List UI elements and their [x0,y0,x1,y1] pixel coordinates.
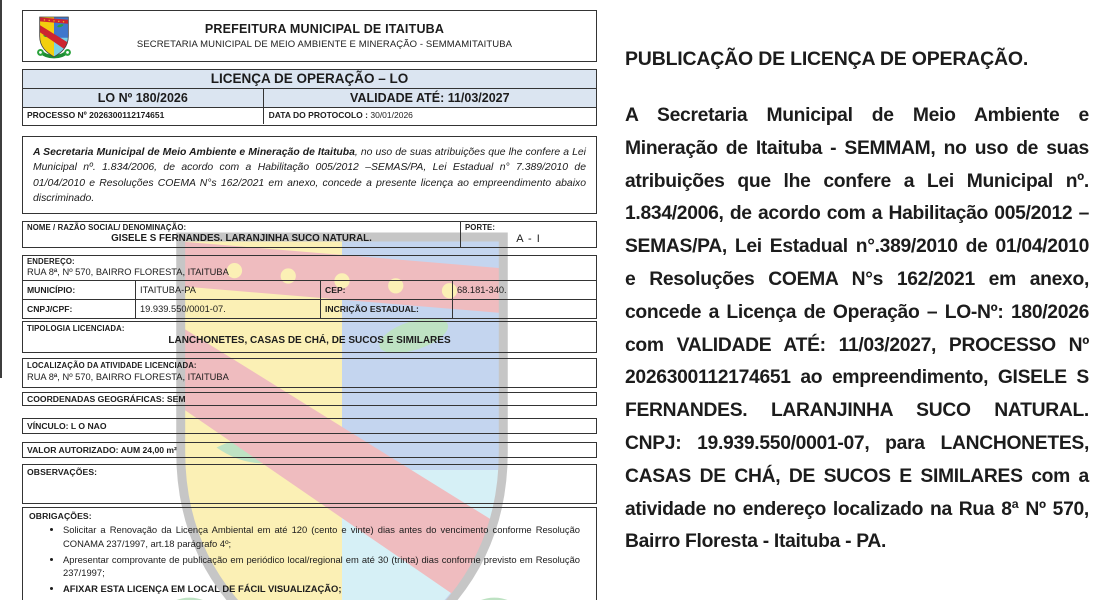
porte-cell [461,222,596,247]
tipologia-label: TIPOLOGIA LICENCIADA: [27,324,125,333]
protocol-date-cell [264,108,596,124]
valor-autorizado-box: VALOR AUTORIZADO: AUM 24,00 m² [22,442,597,458]
address-label: ENDEREÇO: [27,257,75,266]
name-label: NOME / RAZÃO SOCIAL/ DENOMINAÇÃO: [27,223,187,232]
obrigacao-item: • AFIXAR ESTA LICENÇA EM LOCAL DE FÁCIL VISUALIZAÇÃO; [63,582,590,596]
obrigacoes-list [63,523,590,596]
protocol-label: DATA DO PROTOCOLO : [268,110,368,120]
coat-of-arms-icon [32,13,76,60]
tipologia-value: LANCHONETES, CASAS DE CHÁ, DE SUCOS E SIMILARES [168,335,451,346]
prefeitura-title: PREFEITURA MUNICIPAL DE ITAITUBA [204,22,445,36]
localizacao-value: RUA 8ª, Nº 570, BAIRRO FLORESTA, ITAITUBA [27,372,229,382]
publication-body: A Secretaria Municipal de Meio Ambiente e Mineração de Itaituba - SEMMAM, no uso de suas atribuições que lhe confere a Lei Municipal nº. 1.834/2006, de acordo com a Habilitação 005/2012 –SEMAS/PA, Lei Estadual n°.389/2010 de 01/04/2010 e Resoluções COEMA N°s 162/2021 em anexo, concede a Licença de Operação – LO-Nº: 180/2026 com VALIDADE ATÉ: 11/03/2027, PROCESSO Nº 2026300112174651 ao empreendimento, GISELE S FERNANDES. LARANJINHA SUCO NATURAL. CNPJ: 19.939.550/0001-07, para LANCHONETES, CASAS DE CHÁ, DE SUCOS E SIMILARES com a atividade no endereço localizado na Rua 8ª Nº 570, Bairro Floresta - Itaituba - PA. [625,105,1089,553]
inscricao-label: INCRIÇÃO ESTADUAL: [321,300,453,318]
localizacao-label: LOCALIZAÇÃO DA ATIVIDADE LICENCIADA: [27,361,197,370]
lo-number: LO Nº 180/2026 [23,89,264,107]
vinculo-box: VÍNCULO: L O NAO [22,418,597,434]
cnpj-value: 19.939.550/0001-07. [136,300,321,318]
obrigacao-item: • Solicitar a Renovação da Licença Ambiental em até 120 (cento e vinte) dias antes do vencimento conforme Resolução CONAMA 237/1997, art.18 parágrafo 4º; [63,523,590,551]
process-row [23,108,596,124]
observacoes-box [22,464,597,504]
municipio-label: MUNICÍPIO: [23,281,136,299]
porte-label: PORTE: [465,223,496,232]
observacoes-label: OBSERVAÇÕES: [27,467,98,477]
cnpj-row [23,300,596,318]
localizacao-box [22,358,597,388]
name-porte-box [22,221,597,248]
porte-value: A - I [516,233,541,245]
secretaria-subtitle: SECRETARIA MUNICIPAL DE MEIO AMBIENTE E MINERAÇÃO - SEMMAMITAITUBA [136,39,513,50]
validity-date: VALIDADE ATÉ: 11/03/2027 [350,91,510,105]
municipio-row [23,281,596,300]
obrigacoes-box [22,507,597,600]
cep-label: CEP: [321,281,453,299]
publication-column [625,48,1089,559]
preamble-rest: , no uso de suas atribuições que lhe confere a Lei Municipal nº. 1.834/2006, de acordo com a Habilitação 005/2012 –SEMAS/PA, Lei Estadual n° 7.389/2010 de 01/04/2010 e Resoluções COEMA N°s 162/2021 em anexo, concede a presente licença ao empreendimento abaixo discriminado. [33,147,586,205]
license-number-row [23,89,596,108]
cep-value: 68.181-340. [457,284,507,295]
obrigacao-item: • Apresentar comprovante de publicação em periódico local/regional em até 30 (trinta) dias conforme previsto em Resolução 237/1997; [63,553,590,581]
cnpj-label: CNPJ/CPF: [23,300,136,318]
protocol-date: 30/01/2026 [370,110,413,120]
coordenadas-box: COORDENADAS GEOGRÁFICAS: SEM [22,392,597,406]
name-cell [23,222,461,247]
preamble-box [22,136,597,214]
license-title: LICENÇA DE OPERAÇÃO – LO [23,70,596,89]
address-row [23,256,596,281]
tipologia-box [22,321,597,353]
preamble-bold: A Secretaria Municipal de Meio Ambiente e Mineração de Itaituba [33,147,355,158]
name-value: GISELE S FERNANDES. LARANJINHA SUCO NATURAL. [111,233,372,244]
obrigacoes-label: OBRIGAÇÕES: [29,511,92,521]
publication-heading: PUBLICAÇÃO DE LICENÇA DE OPERAÇÃO. [625,48,1029,70]
license-title-table [22,69,597,126]
inscricao-value [453,300,596,318]
address-value: RUA 8ª, Nº 570, BAIRRO FLORESTA, ITAITUBA [27,267,229,277]
header-text [23,22,596,50]
document-header [22,10,597,62]
municipio-value: ITAITUBA-PA [136,281,321,299]
process-number: PROCESSO Nº 2026300112174651 [23,108,264,124]
address-table [22,255,597,319]
